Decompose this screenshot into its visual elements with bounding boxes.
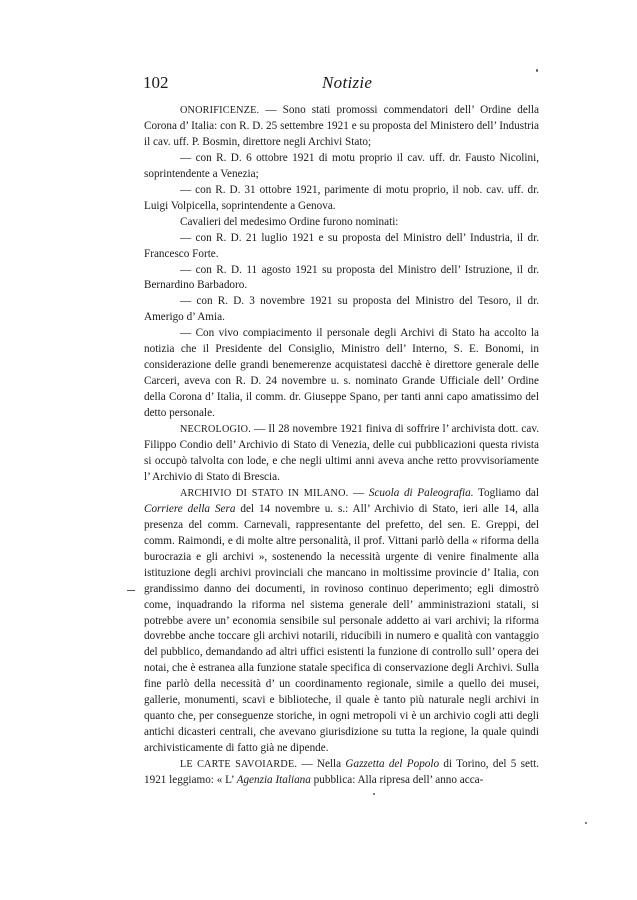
archivio-milano-subtitle: Scuola di Paleografia.	[368, 486, 474, 499]
section-heading-carte-savoiarde: LE CARTE SAVOIARDE.	[180, 759, 298, 771]
paragraph-item-3: — con R. D. 21 luglio 1921 e su proposta del Ministro dell’ Industria, il dr. Francesco Forte.	[144, 231, 539, 260]
onorificenze-intro: — Sono stati promossi commendatori dell’ Ordine della Corona d’ Italia: con R. D. 25 settembre 1921 e su proposta del Ministero dell’ Industria il cav. uff. P. Bosmin, direttore negli Archivi Stato;	[144, 104, 539, 148]
section-heading-archivio-milano: ARCHIVIO DI STATO IN MILANO.	[180, 487, 349, 499]
carte-savoiarde-source: Gazzetta del Popolo	[345, 758, 440, 771]
section-heading-necrologio: NECROLOGIO.	[180, 424, 251, 436]
paragraph-cavalieri: Cavalieri del medesimo Ordine furono nominati:	[180, 215, 399, 228]
page-number: 102	[143, 73, 169, 92]
carte-savoiarde-text-2: di Torino, del 5 sett. 1921 leggiamo: « L’	[144, 758, 539, 787]
archivio-milano-source: Corriere della Sera	[144, 502, 236, 515]
paragraph-item-5: — con R. D. 3 novembre 1921 su proposta del Ministro del Tesoro, il dr. Amerigo d’ Amia.	[144, 295, 539, 324]
carte-savoiarde-agency: Agenzia Italiana	[236, 774, 311, 787]
paragraph-item-1: — con R. D. 6 ottobre 1921 di motu proprio il cav. uff. dr. Fausto Nicolini, soprintendente a Venezia;	[144, 151, 539, 180]
paper-speck	[585, 822, 587, 824]
paragraph-item-4: — con R. D. 11 agosto 1921 su proposta del Ministro dell’ Istruzione, il dr. Bernardino Barbadoro.	[144, 263, 539, 292]
archivio-milano-dash: —	[348, 486, 369, 499]
paragraph-necrologio	[144, 422, 539, 486]
running-title: Notizie	[322, 73, 373, 92]
paragraph-item-2: — con R. D. 31 ottobre 1921, parimente di motu proprio, il nob. cav. uff. dr. Luigi Volpicella, soprintendente a Genova.	[144, 183, 539, 212]
carte-savoiarde-text-3: pubblica: Alla ripresa dell’ anno acca-	[310, 774, 484, 787]
carte-savoiarde-text-1: — Nella	[297, 758, 346, 771]
paragraph-archivio-milano	[144, 486, 539, 757]
paragraph-item-6: — Con vivo compiacimento il personale degli Archivi di Stato ha accolto la notizia che il Presidente del Consiglio, Ministro dell’ Interno, S. E. Bonomi, in considerazione delle grandi benemerenze acquistatesi dacchè è direttore generale delle Carceri, aveva con R. D. 24 novembre u. s. nominato Grande Ufficiale dell’ Ordine della Corona d’ Italia, il comm. dr. Giuseppe Spano, per tanti anni capo amatissimo del detto personale.	[144, 327, 539, 420]
section-heading-onorificenze: ONORIFICENZE.	[180, 105, 260, 116]
page-header	[143, 73, 538, 97]
necrologio-text: — Il 28 novembre 1921 finiva di soffrire l’ archivista dott. cav. Filippo Condio dell’ Archivio di Stato di Venezia, delle cui pubblicazioni questa rivista si occupò talvolta con lode, e che negli ultimi anni aveva anche retto provvisoriamente l’ Archivio di Stato di Brescia.	[144, 423, 539, 483]
paragraph-onorificenze	[144, 103, 539, 151]
archivio-milano-text-2: del 14 novembre u. s.: All’ Archivio di Stato, ieri alle 14, alla presenza del comm. Carnevali, rappresentante del prefetto, del sen. E. Greppi, del comm. Raimondi, e di molte altre personalità, il prof. Vittani parlò della « riforma della burocrazia e gli archivi », sostenendo la necessità urgente di venire finalmente alla istituzione degli archivi provinciali che mancano in moltissime provincie d’ Italia, con grandissimo danno dei documenti, in rovinoso continuo deperimento; egli dimostrò come, inquadrando la riforma nel sistema generale dell’ amministrazioni statali, si potrebbe avere un’ economia sensibile sul personale addetto ai vari archivi; la riforma dovrebbe anche toccare gli archivi notarili, riducibili in numero e qualità con vantaggio del pubblico, demandando ad altri uffici esistenti la funzione di controllo sull’ opera dei notai, che è estranea alla funzione statale specifica di conservazione degli Archivi. Sulla fine parlò della necessità d’ un coordinamento regionale, simile a quello dei musei, gallerie, monumenti, scavi e biblioteche, il quale è tanto più naturale negli archivi in quanto che, per conseguenze storiche, in ogni metropoli vi è un archivio cogli atti degli antichi dicasteri centrali, che avevano giurisdizione su tutta la regione, la quale quindi archivisticamente di fatto già ne dipende.	[144, 502, 539, 755]
paper-speck	[127, 590, 135, 591]
article-body	[144, 103, 539, 789]
paragraph-carte-savoiarde	[144, 757, 539, 789]
paper-speck	[373, 793, 375, 795]
archivio-milano-text-1: Togliamo dal	[473, 486, 539, 499]
paper-speck	[536, 69, 538, 72]
